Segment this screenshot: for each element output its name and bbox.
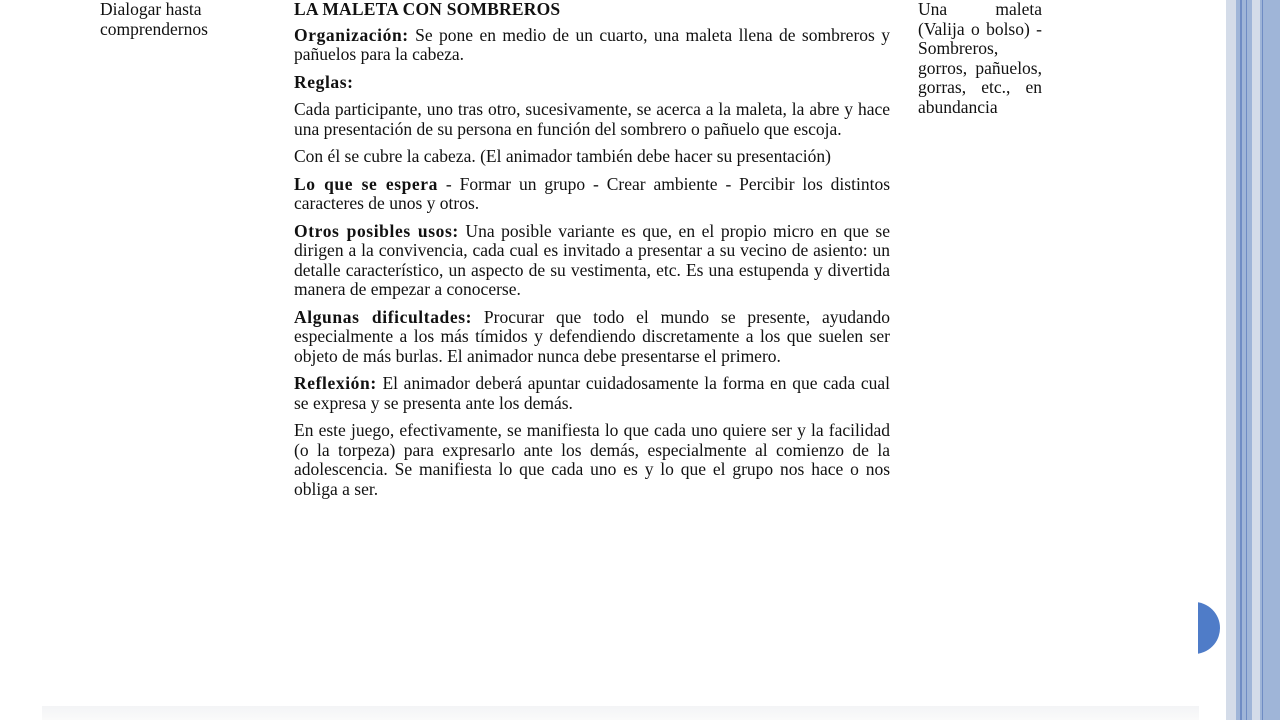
paragraph-text: Se pone en medio de un cuarto, una maleta llena de sombreros y pañuelos para la cabeza.: [294, 24, 890, 64]
paragraph-label: Organización:: [294, 24, 409, 45]
paragraph-text: El animador deberá apuntar cuidadosamente la forma en que cada cual se expresa y se presenta ante los demás.: [294, 373, 890, 413]
right-column: [918, 0, 1042, 117]
paragraph-espera: [294, 175, 890, 214]
paragraph-text: Una posible variante es que, en el propio micro en que se dirigen a la convivencia, cada cual es invitado a presentar a su vecino de asiento: un detalle característico, un aspecto de su vestimenta, etc. Es una estupenda y divertida manera de empezar a conocerse.: [294, 220, 890, 299]
objective-text: Dialogar hasta comprendernos: [100, 0, 208, 39]
paragraph-reglas: [294, 73, 890, 93]
paragraph-text: Con él se cubre la cabeza. (El animador también debe hacer su presentación): [294, 146, 831, 166]
paragraph-text: Procurar que todo el mundo se presente, ayudando especialmente a los más tímidos y defendiendo discretamente a los que suelen ser objeto de más burlas. El animador nunca debe presentarse el primero.: [294, 306, 890, 366]
decor-bar-light: [1226, 0, 1236, 720]
paragraph-label: Reflexión:: [294, 373, 377, 393]
paragraph-label: Otros posibles usos:: [294, 220, 459, 241]
paragraph-conclusion: [294, 421, 890, 499]
paragraph-text: Cada participante, uno tras otro, sucesivamente, se acerca a la maleta, la abre y hace una presentación de su persona en función del sombrero o pañuelo que escoja.: [294, 99, 890, 139]
paragraph-otros-usos: [294, 222, 890, 300]
decor-line: [1262, 0, 1263, 720]
decor-line: [1246, 0, 1247, 720]
scanned-page: [42, 0, 1199, 706]
decor-line: [1240, 0, 1242, 720]
decor-bar-light: [1252, 0, 1260, 720]
paragraph-label: Reglas:: [294, 71, 354, 92]
materials-text: Una maleta (Valija o bolso) - Sombreros, gorros, pañuelos, gorras, etc., en abundancia: [918, 0, 1042, 117]
page-shadow: [42, 706, 1199, 720]
paragraph-label: Lo que se espera: [294, 173, 439, 194]
paragraph-reflexion: [294, 374, 890, 413]
left-column: [100, 0, 270, 39]
paragraph-label: Algunas dificultades:: [294, 306, 473, 327]
paragraph-dificultades: [294, 308, 890, 367]
main-column: [294, 0, 890, 507]
activity-title: LA MALETA CON SOMBREROS: [294, 0, 561, 19]
paragraph-text: - Formar un grupo - Crear ambiente - Percibir los distintos caracteres de unos y otros.: [294, 173, 890, 213]
paragraph-text: En este juego, efectivamente, se manifiesta lo que cada uno quiere ser y la facilidad (o la torpeza) para expresarlo ante los demás, especialmente al comienzo de la adolescencia. Se manifiesta lo que cada uno es y lo que el grupo nos hace o nos obliga a ser.: [294, 420, 890, 499]
paragraph-cubre: [294, 147, 890, 167]
paragraph-reglas-body: [294, 100, 890, 139]
paragraph-organizacion: [294, 26, 890, 65]
